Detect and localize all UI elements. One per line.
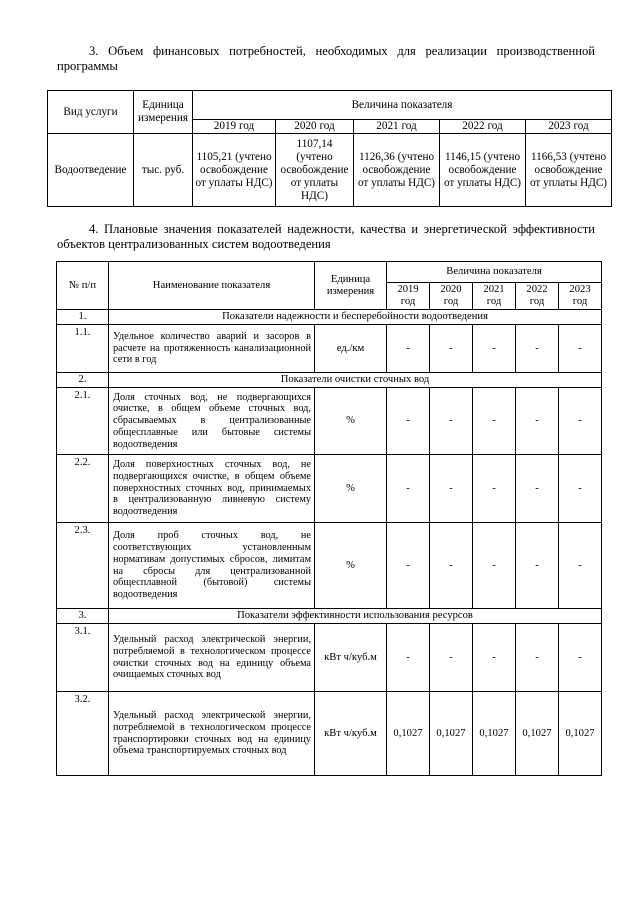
- value-cell: -: [559, 624, 602, 692]
- value-cell: -: [387, 624, 430, 692]
- service-name: Водоотведение: [48, 134, 134, 207]
- table-row: [57, 692, 602, 776]
- section-title: Показатели надежности и бесперебойности водоотведения: [109, 310, 602, 325]
- indicator-name: Удельный расход электрической энергии, потребляемой в технологическом процессе транспортировки сточных вод на единицу объема транспортируемых сточных вод: [109, 692, 315, 776]
- value-cell: 0,1027: [516, 692, 559, 776]
- year-header: 2023 год: [526, 120, 612, 134]
- value-cell: 1105,21 (учтено освобождение от уплаты НДС): [193, 134, 276, 207]
- value-cell: -: [387, 388, 430, 455]
- year-header: 2019 год: [193, 120, 276, 134]
- value-cell: -: [387, 325, 430, 373]
- service-unit: тыс. руб.: [134, 134, 193, 207]
- value-cell: -: [473, 523, 516, 609]
- value-cell: -: [473, 455, 516, 523]
- value-cell: 1126,36 (учтено освобождение от уплаты НДС): [354, 134, 440, 207]
- indicator-name: Доля поверхностных сточных вод, не подвергающихся очистке, в общем объеме поверхностных сточных вод, принимаемых в централизованную ливневую систему водоотведения: [109, 455, 315, 523]
- value-cell: -: [430, 624, 473, 692]
- indicator-unit: кВт ч/куб.м: [315, 692, 387, 776]
- section-title: Показатели эффективности использования ресурсов: [109, 609, 602, 624]
- value-cell: -: [430, 388, 473, 455]
- value-cell: -: [473, 624, 516, 692]
- section-number: 2.: [57, 373, 109, 388]
- year-header: 2021 год: [473, 283, 516, 310]
- value-cell: 0,1027: [559, 692, 602, 776]
- header-name: Наименование показателя: [109, 262, 315, 310]
- value-cell: -: [516, 523, 559, 609]
- value-cell: -: [516, 325, 559, 373]
- value-cell: 0,1027: [473, 692, 516, 776]
- row-number: 2.3.: [57, 523, 109, 609]
- value-cell: -: [430, 523, 473, 609]
- year-header: 2020 год: [276, 120, 354, 134]
- indicator-unit: %: [315, 455, 387, 523]
- header-value: Величина показателя: [387, 262, 602, 283]
- value-cell: 1166,53 (учтено освобождение от уплаты НДС): [526, 134, 612, 207]
- indicators-table: [56, 261, 602, 776]
- table-row: [57, 388, 602, 455]
- value-cell: -: [430, 455, 473, 523]
- value-cell: 1146,15 (учтено освобождение от уплаты НДС): [440, 134, 526, 207]
- indicator-name: Удельное количество аварий и засоров в расчете на протяженность канализационной сети в год: [109, 325, 315, 373]
- header-service: Вид услуги: [48, 91, 134, 134]
- section4-title: 4. Плановые значения показателей надежности, качества и энергетической эффективности объектов централизованных систем водоотведения: [57, 222, 595, 251]
- table-row: [57, 455, 602, 523]
- header-unit: Единица измерения: [134, 91, 193, 134]
- table-row: [57, 325, 602, 373]
- header-unit: Единица измерения: [315, 262, 387, 310]
- financial-needs-table: [47, 90, 612, 207]
- value-cell: -: [473, 388, 516, 455]
- value-cell: 0,1027: [430, 692, 473, 776]
- row-number: 3.2.: [57, 692, 109, 776]
- indicator-unit: ед./км: [315, 325, 387, 373]
- value-cell: -: [559, 455, 602, 523]
- header-num: № п/п: [57, 262, 109, 310]
- value-cell: 1107,14 (учтено освобождение от уплаты НДС): [276, 134, 354, 207]
- year-header: 2019 год: [387, 283, 430, 310]
- value-cell: -: [559, 325, 602, 373]
- indicator-name: Удельный расход электрической энергии, потребляемой в технологическом процессе очистки сточных вод на единицу объема очищаемых сточных вод: [109, 624, 315, 692]
- year-header: 2020 год: [430, 283, 473, 310]
- header-value: Величина показателя: [193, 91, 612, 120]
- value-cell: -: [559, 388, 602, 455]
- section-number: 3.: [57, 609, 109, 624]
- value-cell: -: [387, 455, 430, 523]
- indicator-unit: %: [315, 388, 387, 455]
- row-number: 3.1.: [57, 624, 109, 692]
- value-cell: -: [516, 388, 559, 455]
- year-header: 2021 год: [354, 120, 440, 134]
- row-number: 2.2.: [57, 455, 109, 523]
- value-cell: -: [430, 325, 473, 373]
- row-number: 2.1.: [57, 388, 109, 455]
- indicator-name: Доля сточных вод, не подвергающихся очистке, в общем объеме сточных вод, сбрасываемых в централизованные общесплавные или бытовые системы водоотведения: [109, 388, 315, 455]
- value-cell: 0,1027: [387, 692, 430, 776]
- section-title: Показатели очистки сточных вод: [109, 373, 602, 388]
- indicator-unit: %: [315, 523, 387, 609]
- year-header: 2023 год: [559, 283, 602, 310]
- value-cell: -: [516, 624, 559, 692]
- value-cell: -: [387, 523, 430, 609]
- table-row: [57, 624, 602, 692]
- section3-title: 3. Объем финансовых потребностей, необходимых для реализации производственной программы: [57, 44, 595, 73]
- table-row: [57, 523, 602, 609]
- value-cell: -: [559, 523, 602, 609]
- section-number: 1.: [57, 310, 109, 325]
- year-header: 2022 год: [440, 120, 526, 134]
- row-number: 1.1.: [57, 325, 109, 373]
- indicator-unit: кВт ч/куб.м: [315, 624, 387, 692]
- year-header: 2022 год: [516, 283, 559, 310]
- value-cell: -: [473, 325, 516, 373]
- indicator-name: Доля проб сточных вод, не соответствующих установленным нормативам допустимых сбросов, лимитам на сбросы для централизованной общесплавной (бытовой) системы водоотведения: [109, 523, 315, 609]
- value-cell: -: [516, 455, 559, 523]
